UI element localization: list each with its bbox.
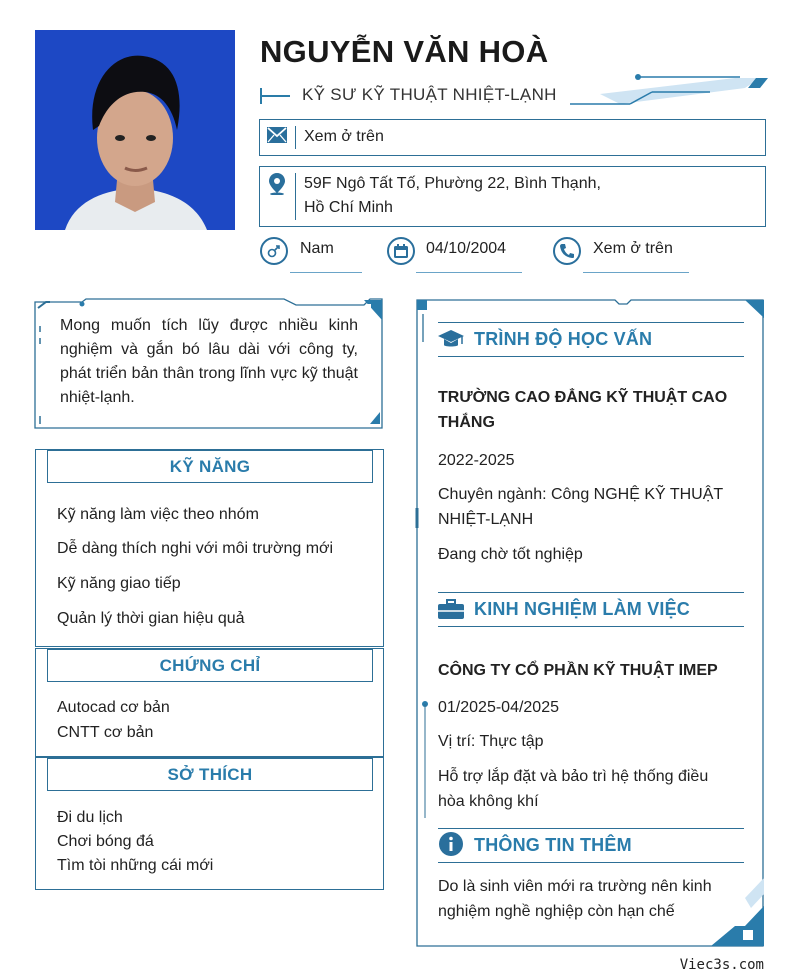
skill-item: Quản lý thời gian hiệu quả bbox=[57, 610, 245, 627]
certificates-title: CHỨNG CHỈ bbox=[47, 649, 373, 682]
extra-title: THÔNG TIN THÊM bbox=[474, 835, 632, 855]
experience-period: 01/2025-04/2025 bbox=[438, 699, 559, 716]
address-line-1: 59F Ngô Tất Tố, Phường 22, Bình Thạnh, bbox=[304, 175, 601, 192]
mail-icon bbox=[260, 120, 294, 162]
hobbies-title: SỞ THÍCH bbox=[47, 758, 373, 791]
email-separator bbox=[295, 126, 296, 149]
job-title: KỸ SƯ KỸ THUẬT NHIỆT-LẠNH bbox=[302, 85, 557, 104]
education-title: TRÌNH ĐỘ HỌC VẤN bbox=[474, 329, 653, 349]
circuit-decoration-icon bbox=[560, 72, 775, 112]
location-pin-icon bbox=[260, 167, 294, 232]
education-header bbox=[438, 322, 744, 357]
profile-photo bbox=[35, 30, 235, 230]
person-photo-icon bbox=[35, 30, 235, 230]
phone-underline bbox=[583, 272, 689, 273]
watermark: Viec3s.com bbox=[679, 957, 764, 973]
skills-section bbox=[35, 449, 384, 647]
graduation-cap-icon bbox=[438, 328, 464, 350]
hobby-item: Tìm tòi những cái mới bbox=[57, 857, 214, 874]
gender-underline bbox=[290, 272, 362, 273]
right-panel bbox=[417, 300, 764, 945]
address-row bbox=[259, 166, 766, 227]
email-row bbox=[259, 119, 766, 156]
experience-position: Vị trí: Thực tập bbox=[438, 733, 544, 750]
skill-item: Dễ dàng thích nghi với môi trường mới bbox=[57, 540, 334, 557]
certificate-item: CNTT cơ bản bbox=[57, 724, 154, 741]
hobby-item: Chơi bóng đá bbox=[57, 833, 154, 850]
title-line bbox=[260, 95, 290, 97]
education-period: 2022-2025 bbox=[438, 452, 515, 469]
gender-value: Nam bbox=[300, 240, 334, 257]
hobby-item: Đi du lịch bbox=[57, 809, 123, 826]
education-school: TRƯỜNG CAO ĐẲNG KỸ THUẬT CAO THẮNG bbox=[438, 389, 728, 431]
experience-title: KINH NGHIỆM LÀM VIỆC bbox=[474, 599, 691, 619]
experience-header bbox=[438, 592, 744, 627]
experience-description: Hỗ trợ lắp đặt và bảo trì hệ thống điều hòa không khí bbox=[438, 768, 709, 810]
birthday-underline bbox=[416, 272, 522, 273]
gender-icon bbox=[260, 237, 288, 265]
birthday-value: 04/10/2004 bbox=[426, 240, 507, 257]
experience-company: CÔNG TY CỔ PHẦN KỸ THUẬT IMEP bbox=[438, 662, 718, 679]
skill-item: Kỹ năng giao tiếp bbox=[57, 575, 181, 592]
phone-icon bbox=[553, 237, 581, 265]
candidate-name: NGUYỄN VĂN HOÀ bbox=[260, 34, 549, 69]
address-separator bbox=[295, 173, 296, 220]
skills-title: KỸ NĂNG bbox=[47, 450, 373, 483]
briefcase-icon bbox=[438, 598, 464, 620]
address-line-2: Hồ Chí Minh bbox=[304, 199, 393, 216]
skill-item: Kỹ năng làm việc theo nhóm bbox=[57, 506, 259, 523]
info-icon bbox=[438, 834, 464, 856]
hobbies-section bbox=[35, 757, 384, 890]
objective-text: Mong muốn tích lũy được nhiều kinh nghiệm và gắn bó lâu dài với công ty, phát triển bản thân trong lĩnh vực kỹ thuật nhiệt-lạnh. bbox=[60, 317, 358, 406]
email-value: Xem ở trên bbox=[304, 128, 384, 145]
extra-header bbox=[438, 828, 744, 863]
certificates-section bbox=[35, 648, 384, 757]
extra-text: Do là sinh viên mới ra trường nên kinh nghiệm nghề nghiệp còn hạn chế bbox=[438, 878, 712, 920]
education-status: Đang chờ tốt nghiệp bbox=[438, 546, 583, 563]
phone-value: Xem ở trên bbox=[593, 240, 673, 257]
education-major: Chuyên ngành: Công NGHỆ KỸ THUẬT NHIỆT-LẠNH bbox=[438, 486, 723, 528]
certificate-item: Autocad cơ bản bbox=[57, 699, 170, 716]
calendar-icon bbox=[387, 237, 415, 265]
